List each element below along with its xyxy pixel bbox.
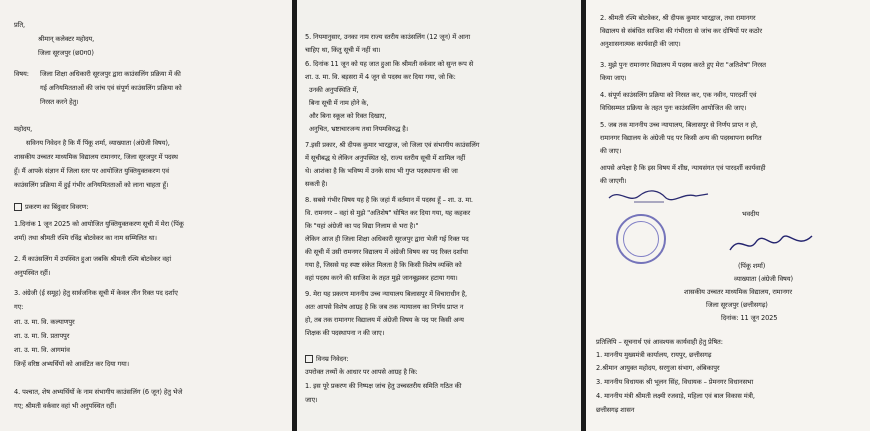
subject-line: जिला शिक्षा अधिकारी सूरजपुर द्वारा काउंसलिंग प्रक्रिया में की xyxy=(40,70,181,78)
body-line: 7.इसी प्रकार, श्री दीपक कुमार भारद्वाज, जो जिला एवं संभागीय काउंसलिंग xyxy=(305,141,480,149)
body-line: 5. जब तक माननीय उच्च न्यायालय, बिलासपुर से निर्णय प्राप्त न हो, xyxy=(600,121,758,129)
body-line: विधिसम्मत प्रक्रिया के तहत पुनः काउंसलिंग आयोजित की जाए। xyxy=(600,104,747,112)
body-line: अनुशासनात्मक कार्यवाही की जाए। xyxy=(600,40,681,48)
body-line: विद्यालय से संबंधित साजिश की गंभीरता से जांच कर दोषियों पर कठोर xyxy=(600,27,762,35)
school-seal xyxy=(616,214,666,264)
copy-heading: प्रतिलिपि – सूचनार्थ एवं आवश्यक कार्यवाही हेतु प्रेषित: xyxy=(596,338,723,346)
signature xyxy=(726,228,816,258)
point-line: गए: xyxy=(14,303,24,311)
body-line: कि "यहां अंग्रेजी का पद विद्या निलाम से भरा है।" xyxy=(305,222,419,230)
body-line: वि. रामनगर – वहां से मुझे "अतिशेष" घोषित कर दिया गया, यह कहकर xyxy=(305,209,471,217)
subject-line: गई अनियमितताओं की जांच एवं संपूर्ण काउंसलिंग प्रक्रिया को xyxy=(40,84,182,92)
body-line: आपसे अपेक्षा है कि इस विषय में शीघ्र, न्यायसंगत एवं पारदर्शी कार्यवाही xyxy=(600,164,766,172)
body-line: की जाए। xyxy=(600,147,622,155)
to-label: प्रति, xyxy=(14,21,26,29)
body-line: की सूची में उसी रामनगर विद्यालय में अंग्रेजी विषय का पद रिक्त दर्शाया xyxy=(305,248,468,256)
body-line: चाहिए था, किंतु सूची में नहीं था। xyxy=(305,46,381,54)
body-line: शिक्षक की पदस्थापना न की जाए। xyxy=(305,329,385,337)
copy-item: छत्तीसगढ़ शासन xyxy=(596,406,635,414)
addressee: श्रीमान् कलेक्टर महोदय, xyxy=(38,35,95,43)
point-line: गए; श्रीमती वर्कवार वहां भी अनुपस्थित रहीं। xyxy=(14,402,117,410)
point-line: 2. मैं काउंसलिंग में उपस्थित हुआ जबकि श्रीमती रश्मि बोटवेकर वहां xyxy=(14,255,172,263)
point-line: 1.दिनांक 1 जून 2025 को आयोजित युक्तियुक्तकरण सूची में मेरा (पिंकू xyxy=(14,220,184,228)
point-line: 3. अंग्रेजी (ई समूह) हेतु सार्वजनिक सूची में केवल तीन रिक्त पद दर्शाए xyxy=(14,289,178,297)
body-line: 2. श्रीमती रश्मि बोटवेकर, श्री दीपक कुमार भारद्वाज, तथा रामानगर xyxy=(600,14,756,22)
sender-district: जिला सूरजपुर (छत्तीसगढ़) xyxy=(706,301,768,309)
detail-heading: प्रकरण का बिंदुवार विवरण: xyxy=(14,203,88,211)
sender-school: शासकीय उच्चतर माध्यमिक विद्यालय, रामानगर xyxy=(684,288,792,296)
body-line: शा. उ. मा. वि. बड़सरा में 4 जून से पदस्थ कर दिया गया, जो कि: xyxy=(305,73,456,81)
request-item: जाए। xyxy=(305,396,318,404)
copy-item: 1. माननीय मुख्यमंत्री कार्यालय, रायपुर, छत्तीसगढ़ xyxy=(596,351,712,359)
request-heading: विनम्र निवेदन: xyxy=(305,355,349,363)
request-item: 1. इस पूरे प्रकरण की निष्पक्ष जांच हेतु उच्चस्तरीय समिति गठित की xyxy=(305,382,462,390)
body-line: 9. मेरा यह प्रकरण माननीय उच्च न्यायालय बिलासपुर में विचाराधीन है, xyxy=(305,290,467,298)
body-line: थे। आशंका है कि भविष्य में उनके साथ भी गुप्त पदस्थापना की जा xyxy=(305,167,458,175)
checkbox-icon xyxy=(14,203,22,211)
subject-line: निरस्त करने हेतु। xyxy=(40,98,79,106)
body-line: 8. सबसे गंभीर विषय यह है कि जहां मैं वर्तमान में पदस्थ हूँ – शा. उ. मा. xyxy=(305,196,473,204)
body-line: अनुचित, भ्रष्टाचारजन्य तथा नियमविरुद्ध है। xyxy=(309,125,409,133)
point-line: 4. पश्चात, शेष अभ्यर्थियों के नाम संभागीय काउंसलिंग (6 जून) हेतु भेजे xyxy=(14,388,183,396)
body-line: 4. संपूर्ण काउंसलिंग प्रक्रिया को निरस्त कर, एक नवीन, पारदर्शी एवं xyxy=(600,91,757,99)
copy-item: 4. माननीय मंत्री श्रीमती लक्ष्मी रजवाड़े, महिला एवं बाल विकास मंत्री, xyxy=(596,392,755,400)
body-line: किया जाए। xyxy=(600,74,627,82)
para-line: सविनय निवेदन है कि मैं पिंकू शर्मा, व्याख्याता (अंग्रेजी विषय), xyxy=(26,139,170,147)
subject-label: विषय: xyxy=(14,70,29,78)
body-line: गया है, जिससे यह स्पष्ट संकेत मिलता है कि किसी विशेष व्यक्ति को xyxy=(305,261,462,269)
school-item: शा. उ. मा. वि. आगमांव xyxy=(14,346,70,354)
body-line: बिना सूची में नाम होने के, xyxy=(309,99,369,107)
letter-page-2 xyxy=(297,0,581,431)
body-line: सकती है। xyxy=(305,180,328,188)
letter-page-1 xyxy=(0,0,292,431)
school-item: शा. उ. मा. वि. प्रतापपुर xyxy=(14,332,70,340)
copy-item: 3. माननीय विधायक श्री भूलन सिंह, विधायक – प्रेमनगर विधानसभा xyxy=(596,378,754,386)
request-intro: उपरोक्त तथ्यों के आधार पर आपसे आग्रह है कि: xyxy=(305,368,418,376)
para-line: काउंसलिंग प्रक्रिया में हुई गंभीर अनियमितताओं को लाना चाहता हूँ। xyxy=(14,181,169,189)
body-line: और बिना स्कूल को रिक्त दिखाए, xyxy=(309,112,387,120)
sender-name: (पिंकू शर्मा) xyxy=(738,262,766,270)
addressee-district: जिला सूरजपुर (छ0ग0) xyxy=(38,49,94,57)
body-line: अतः आपसे विशेष आग्रह है कि जब तक न्यायालय का निर्णय प्राप्त न xyxy=(305,303,464,311)
body-line: 6. दिनांक 11 जून को यह जात हुआ कि श्रीमती वर्कवार को सुन्त रूप से xyxy=(305,60,474,68)
yours-faithfully: भवदीय xyxy=(742,210,759,218)
signature-scribble xyxy=(604,184,714,208)
point-line: शर्मा) तथा श्रीमती रश्मि रविंद्र बोटवेकर का नाम सम्मिलित था। xyxy=(14,234,157,242)
checkbox-icon xyxy=(305,355,313,363)
body-line: की जाएगी। xyxy=(600,177,627,185)
body-line: उनकी अनुपस्थिति में, xyxy=(309,86,359,94)
point-line: जिन्हें वरिष्ठ अभ्यर्थियों को आवंटित कर दिया गया। xyxy=(14,360,129,368)
body-line: 3. मुझे पुनः रामानगर विद्यालय में पदस्थ करते हुए मेरा "अतिशेष" निरस्त xyxy=(600,61,766,69)
salutation: महोदय, xyxy=(14,125,33,133)
letter-page-3 xyxy=(586,0,870,431)
body-line: वहां पदस्थ करने की साजिश के तहत मुझे जानबूझकर हटाया गया। xyxy=(305,274,458,282)
para-line: शासकीय उच्चतर माध्यमिक विद्यालय रामानगर, जिला सूरजपुर में पदस्थ xyxy=(14,153,178,161)
sender-designation: व्याख्याता (अंग्रेजी विषय) xyxy=(734,275,793,283)
para-line: हूँ। मैं आपके संज्ञान में जिला स्तर पर आयोजित युक्तियुक्तकरण एवं xyxy=(14,167,169,175)
body-line: हो, तब तक रामानगर विद्यालय में अंग्रेजी विषय के पद पर किसी अन्य xyxy=(305,316,464,324)
copy-item: 2.श्रीमान आयुक्त महोदय, सरगुजा संभाग, अंबिकापुर xyxy=(596,364,720,372)
body-line: लेकिन आज ही जिला शिक्षा अधिकारी सूरजपुर द्वारा भेजी गई रिक्त पद xyxy=(305,235,469,243)
letter-date: दिनांक: 11 जून 2025 xyxy=(721,314,778,322)
body-line: 5. नियमानुसार, उनका नाम राज्य स्तरीय काउंसलिंग (12 जून) में आना xyxy=(305,33,470,41)
body-line: रामानगर विद्यालय के अंग्रेजी पद पर किसी अन्य की पदस्थापना स्थगित xyxy=(600,134,762,142)
body-line: में सूचीबद्ध थे लेकिन अनुपस्थित रहे, राज्य स्तरीय सूची में शामिल नहीं xyxy=(305,154,466,162)
school-item: शा. उ. मा. वि. कल्याणपुर xyxy=(14,318,75,326)
point-line: अनुपस्थित रहीं। xyxy=(14,269,51,277)
